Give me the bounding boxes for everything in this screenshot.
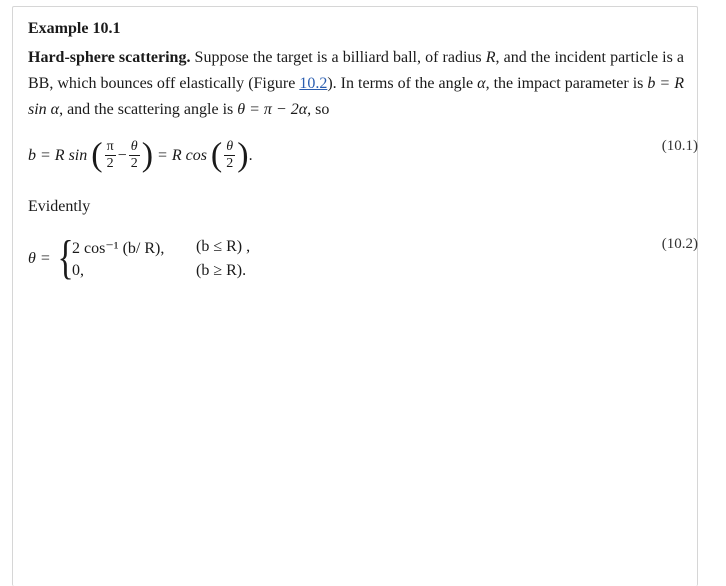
inline-eq-angle: θ = π − 2α — [237, 101, 308, 118]
figure-link[interactable]: 10.2 — [299, 75, 328, 92]
text-1: Suppose the target is a billiard ball, of radius — [190, 49, 486, 66]
equation-10-1: b = R sin ( $\frac{\pi}{2}$ − $\frac{\theta}{2}$ ) = R cos ( $\frac{\theta}{2}$ ). — [28, 136, 253, 174]
evidently-text: Evidently — [28, 198, 91, 215]
inline-eq-impact: b = R sin α — [28, 75, 684, 118]
eq2-brace: { — [57, 231, 74, 284]
eq1-lhs: b = R sin — [28, 146, 88, 164]
equation-number-10-2: (10.2) — [661, 236, 698, 252]
text-3: ). In terms of the angle — [327, 75, 478, 92]
example-paragraph — [28, 45, 684, 123]
eq1-frac-pi-over-2: $\frac{\pi}{2}$ — [106, 139, 114, 171]
text-4: , the impact parameter is — [485, 75, 648, 92]
eq1-frac-theta-over-2: $\frac{\theta}{2}$ — [130, 139, 138, 171]
eq2-case2-expr: 0, — [72, 262, 84, 279]
example-heading: Hard-sphere scattering. — [28, 49, 191, 66]
text-5: , and the scattering angle is — [59, 101, 238, 118]
equation-number-10-1: (10.1) — [661, 138, 698, 154]
eq1-middle: = R cos — [157, 146, 207, 164]
eq2-case1-cond: (b ≤ R) , — [196, 238, 251, 255]
var-alpha: α — [477, 75, 486, 92]
example-title: Example 10.1 — [28, 20, 121, 37]
var-r: R — [485, 49, 496, 66]
text-2: , and the incident particle is a BB, which bounces off elastically (Figure — [28, 49, 685, 92]
eq2-case2-cond: (b ≥ R). — [196, 262, 247, 279]
eq2-lhs: θ = — [28, 250, 51, 267]
eq1-frac-theta-over-2-cos: $\frac{\theta}{2}$ — [226, 139, 234, 171]
text-6: , so — [307, 101, 330, 118]
eq2-case1-expr: 2 cos⁻¹ (b/ R), — [72, 240, 165, 257]
